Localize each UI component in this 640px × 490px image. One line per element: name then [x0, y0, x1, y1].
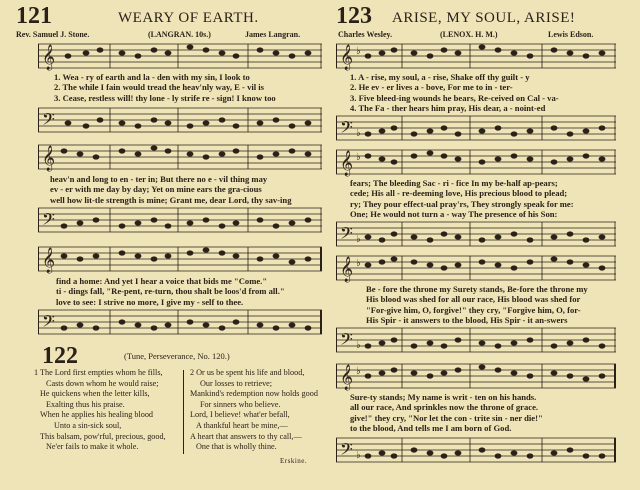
hymn-121-tune: (LANGRAN. 10s.) — [148, 30, 211, 39]
lyric-line: "For-give him, O, forgive!" they cry, "Forgive him, O, for- — [366, 304, 581, 315]
verse-line: Unto a sin-sick soul, — [54, 420, 122, 430]
lyric-line: 3. Five bleed-ing wounds he bears, Re-ceived on Cal - va- — [350, 92, 559, 103]
hymn-123-lyrics-3 — [366, 284, 616, 326]
verse-line: Exalting thus his praise. — [46, 399, 125, 409]
svg-text:𝄞: 𝄞 — [340, 150, 354, 175]
music-staff — [336, 436, 616, 466]
verse-line: For sinners who believe. — [200, 399, 281, 409]
svg-text:𝄢: 𝄢 — [340, 331, 353, 353]
verse-line: 1 The Lord first empties whom he fills, — [34, 368, 163, 377]
lyric-line: ev - er with me day by day; Yet on mine ears the gra-cious — [50, 184, 262, 195]
hymn-121-lyrics-2 — [50, 174, 322, 205]
verse-line: This balsam, pow'rful, precious, good, — [40, 431, 166, 441]
music-staff — [336, 362, 616, 392]
lyric-line: 1. Wea - ry of earth and la - den with my sin, I look to — [54, 72, 250, 82]
hymn-122-stanza-1 — [34, 368, 182, 453]
svg-text:𝄞: 𝄞 — [42, 145, 56, 170]
lyric-line: One; He would not turn a - way The presence of his Son: — [350, 209, 558, 220]
svg-text:♭: ♭ — [356, 340, 361, 351]
lyric-line: His blood was shed for all our race, His blood was shed for — [366, 294, 581, 305]
hymn-121-title: WEARY OF EARTH. — [118, 10, 259, 26]
svg-text:♭: ♭ — [356, 234, 361, 245]
stanza-divider — [183, 370, 184, 454]
verse-line: Lord, I believe! what'er befall, — [190, 410, 290, 420]
verse-line: Casts down whom he would raise; — [46, 378, 159, 388]
hymn-123-lyrics-1 — [350, 72, 616, 114]
lyric-line: ry; They pour effect-ual pray'rs, They strongly speak for me: — [350, 198, 574, 209]
svg-text:𝄞: 𝄞 — [42, 44, 56, 69]
verse-line: A heart that answers to thy call,— — [190, 431, 302, 441]
lyric-line: cede; His all - re-deeming love, His precious blood to plead; — [350, 188, 568, 199]
hymn-121-number: 121 — [16, 3, 52, 29]
svg-text:♭: ♭ — [356, 366, 361, 377]
lyric-line: love to see: I strive no more, I give my - self to thee. — [56, 296, 244, 307]
lyric-line: 2. He ev - er lives a - bove, For me to in - ter- — [350, 82, 513, 93]
verse-line: When he applies his healing blood — [40, 410, 154, 420]
hymn-122-tune-note: (Tune, Perseverance, No. 120.) — [124, 351, 230, 361]
svg-text:𝄢: 𝄢 — [340, 119, 353, 141]
lyric-line: fears; The bleeding Sac - ri - fice In my be-half ap-pears; — [350, 178, 558, 188]
hymn-122-stanza-2 — [190, 368, 326, 453]
lyric-line: give!" they cry, "Nor let the con - trite sin - ner die!" — [350, 412, 543, 423]
verse-line: He quickens when the letter kills, — [40, 389, 150, 399]
lyric-line: heav'n and long to en - ter in; But there no e - vil thing may — [50, 174, 268, 184]
lyric-line: all our race, And sprinkles now the throne of grace. — [350, 402, 539, 413]
hymn-123-composer: Lewis Edson. — [548, 30, 594, 39]
lyric-line: to the blood, And tells me I am born of God. — [350, 423, 512, 434]
music-staff — [336, 148, 616, 178]
hymn-123-credits — [338, 30, 628, 39]
lyric-line: Sure-ty stands; My name is writ - ten on his hands. — [350, 392, 537, 402]
svg-text:♭: ♭ — [356, 128, 361, 139]
music-staff — [38, 143, 322, 173]
music-staff — [38, 42, 322, 72]
hymn-121-credits — [16, 30, 316, 39]
verse-line: 2 Or us be spent his life and blood, — [190, 368, 305, 377]
lyric-line: well how lit-tle strength is mine; Grant me, dear Lord, thy sav-ing — [50, 194, 292, 205]
hymn-123-lyrics-2 — [350, 178, 616, 220]
music-staff — [38, 308, 322, 338]
svg-text:𝄢: 𝄢 — [340, 441, 353, 463]
hymn-123-number: 123 — [336, 3, 372, 29]
music-staff — [38, 245, 322, 275]
lyric-line: His Spir - it answers to the blood, His Spir - it an-swers — [366, 315, 568, 326]
music-staff — [336, 220, 616, 250]
hymn-121-author: Rev. Samuel J. Stone. — [16, 30, 90, 39]
verse-line: Our losses to retrieve; — [200, 378, 273, 388]
lyric-line: ti - dings fall, "Re-pent, re-turn, thou shalt be loos'd from all." — [56, 286, 285, 297]
svg-text:♭: ♭ — [356, 152, 361, 163]
svg-text:𝄞: 𝄞 — [340, 364, 354, 389]
lyric-line: 4. The Fa - ther hears him pray, His dear, a - noint-ed — [350, 103, 546, 114]
hymn-121-lyrics-1 — [54, 72, 322, 103]
music-staff — [336, 114, 616, 144]
hymn-123-title: ARISE, MY SOUL, ARISE! — [392, 10, 576, 26]
hymn-123-tune: (LENOX. H. M.) — [440, 30, 498, 39]
hymn-121-lyrics-3 — [56, 276, 322, 307]
hymn-123-lyrics-4 — [350, 392, 616, 434]
svg-text:♭: ♭ — [356, 258, 361, 269]
hymn-123-author: Charles Wesley. — [338, 30, 393, 39]
svg-text:𝄢: 𝄢 — [42, 211, 55, 233]
verse-line: One that is wholly thine. — [196, 442, 277, 452]
music-staff — [336, 42, 616, 72]
lyric-line: 3. Cease, restless will! thy lone - ly strife re - sign! I know too — [54, 92, 276, 103]
music-staff — [38, 206, 322, 236]
verse-line: Ne'er fails to make it whole. — [46, 442, 139, 452]
verse-line: Mankind's redemption now holds good — [190, 389, 318, 399]
lyric-line: find a home: And yet I hear a voice that bids me "Come." — [56, 276, 268, 286]
svg-text:𝄢: 𝄢 — [340, 225, 353, 247]
hymn-121-composer: James Langran. — [245, 30, 301, 39]
svg-text:𝄢: 𝄢 — [42, 111, 55, 133]
hymn-122-author: Erskine. — [280, 457, 308, 465]
svg-text:♭: ♭ — [356, 46, 361, 57]
hymn-122-number: 122 — [42, 343, 78, 369]
svg-text:𝄢: 𝄢 — [42, 313, 55, 335]
music-staff — [336, 254, 616, 284]
verse-line: A thankful heart be mine,— — [196, 420, 288, 430]
svg-text:𝄞: 𝄞 — [340, 44, 354, 69]
lyric-line: 1. A - rise, my soul, a - rise, Shake off thy guilt - y — [350, 72, 530, 82]
svg-text:♭: ♭ — [356, 450, 361, 461]
lyric-line: 2. The while I fain would tread the heav'nly way, E - vil is — [54, 82, 265, 93]
lyric-line: Be - fore the throne my Surety stands, Be-fore the throne my — [366, 284, 588, 294]
svg-text:𝄞: 𝄞 — [340, 256, 354, 281]
svg-text:𝄞: 𝄞 — [42, 247, 56, 272]
music-staff — [38, 106, 322, 136]
music-staff — [336, 326, 616, 356]
